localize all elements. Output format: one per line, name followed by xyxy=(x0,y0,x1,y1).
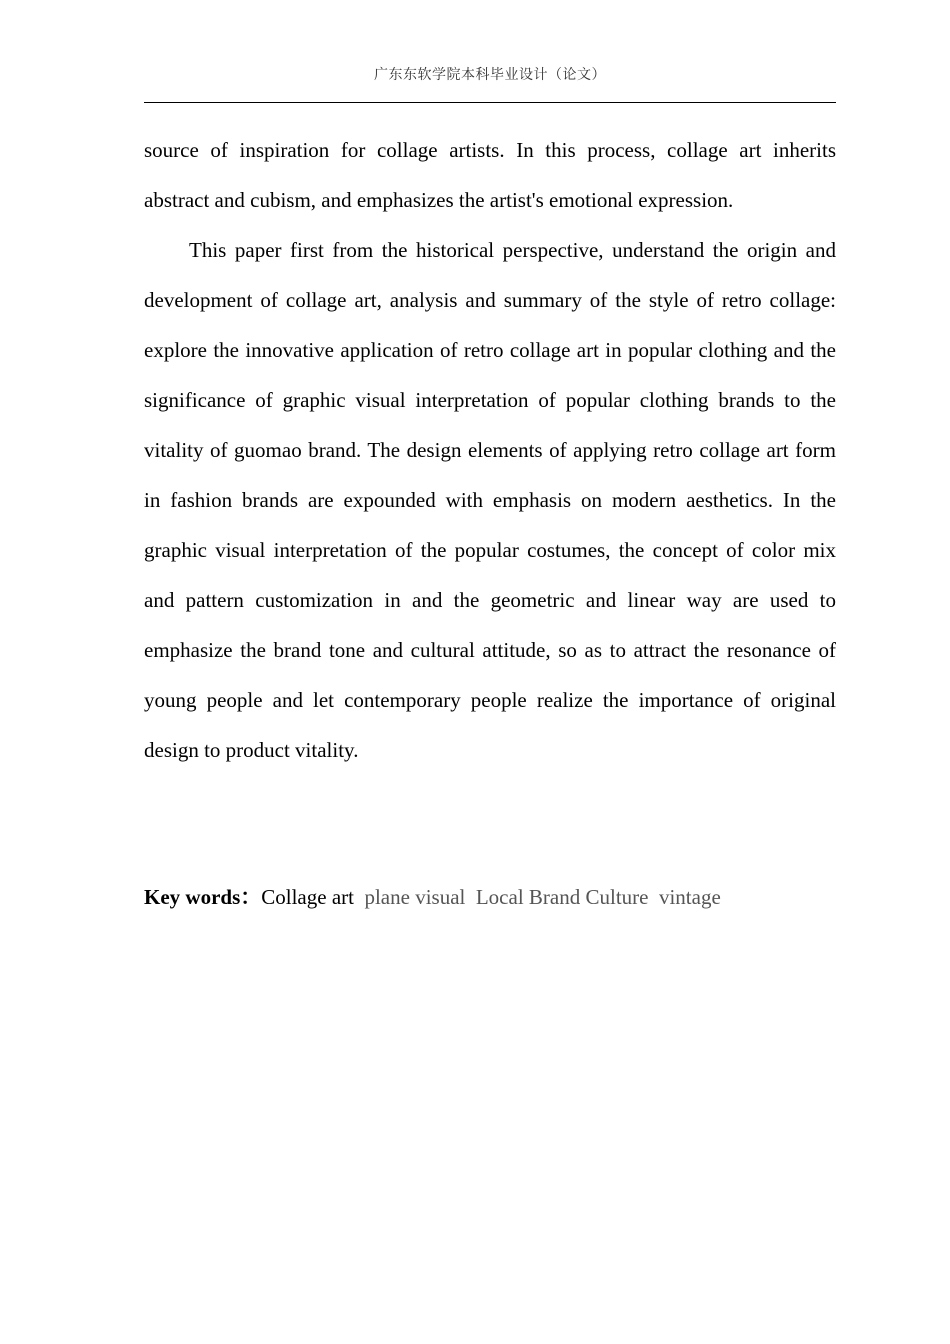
paragraph-abstract: This paper first from the historical perspective, understand the origin and development of collage art, analysis and summary of the style of retro collage: explore the innovative application of retro collage art in popular clothing and the significance of graphic visual interpretation of popular clothing brands to the vitality of guomao brand. The design elements of applying retro collage art form in fashion brands are expounded with emphasis on modern aesthetics. In the graphic visual interpretation of the popular costumes, the concept of color mix and pattern customization in and the geometric and linear way are used to emphasize the brand tone and cultural attitude, so as to attract the resonance of young people and let contemporary people realize the importance of original design to product vitality. xyxy=(144,238,836,762)
header-divider xyxy=(144,102,836,103)
page-header: 广东东软学院本科毕业设计（论文） xyxy=(374,68,606,83)
body-text xyxy=(144,125,836,775)
keywords-line xyxy=(144,872,836,922)
keyword-primary: Collage art xyxy=(261,885,354,909)
keywords-secondary: plane visual Local Brand Culture vintage xyxy=(364,885,721,909)
paragraph-continued: source of inspiration for collage artists. In this process, collage art inherits abstract and cubism, and emphasizes the artist's emotional expression. xyxy=(144,138,836,212)
keywords-label: Key words： xyxy=(144,885,262,909)
